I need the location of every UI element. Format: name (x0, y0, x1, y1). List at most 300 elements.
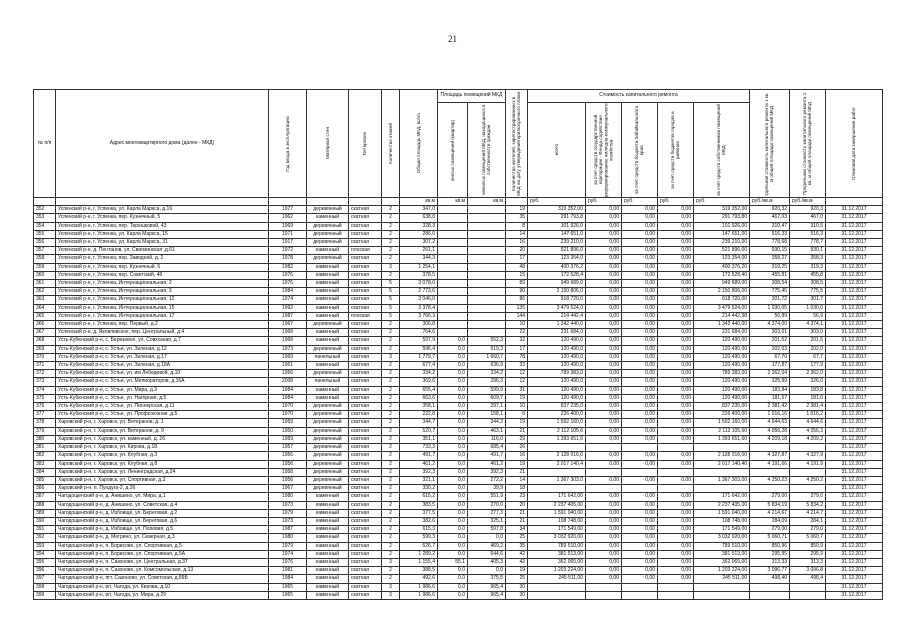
cell-roof-type: скатная (349, 214, 382, 222)
cell-address: Чагодощенский р-н, д. Избоище, ул. Береговая, д.6 (56, 517, 269, 525)
cell-total-cost: 1 342 440,0 (528, 321, 586, 329)
cell-residential-area (438, 255, 468, 263)
cell-limit-cost: 326,0 (790, 378, 826, 386)
cell-year-built: 1979 (269, 509, 307, 517)
cell-roof-type: скатная (349, 337, 382, 345)
cell-limit-cost: 202,0 (790, 345, 826, 353)
cell-roof-type: скатная (349, 501, 382, 509)
cell-owned-area: 334,2 (468, 370, 506, 378)
cell-floors: 2 (382, 501, 400, 509)
table-row (34, 337, 883, 345)
cell-total-cost: 108 748,00 (528, 517, 586, 525)
cell-local-cost: 0,00 (658, 353, 694, 361)
cell-floors: 2 (382, 485, 400, 493)
cell-regional-cost: 0,00 (622, 230, 658, 238)
header-cost-group: Стоимость капитального ремонта (528, 90, 750, 103)
cell-limit-cost (790, 591, 826, 599)
cell-address: Харовский р-н, г. Харовск, ул. Ветеранов, д. 9 (56, 427, 269, 435)
cell-limit-cost: 4 191,9 (790, 460, 826, 468)
cell-total-area: 330,2 (400, 485, 438, 493)
cell-roof-type: скатная (349, 304, 382, 312)
table-row (34, 214, 883, 222)
cell-year-built: 1959 (269, 419, 307, 427)
cell-specific-cost (750, 591, 790, 599)
cell-local-cost: 0,00 (658, 337, 694, 345)
cell-residents: 30 (506, 591, 528, 599)
cell-residents: 10 (506, 403, 528, 411)
cell-year-built: 1959 (269, 435, 307, 443)
cell-total-cost: 123 354,0 (528, 255, 586, 263)
cell-regional-cost: 0,00 (622, 214, 658, 222)
cell-owned-area: 0,0 (468, 534, 506, 542)
cell-local-cost: 0,00 (658, 222, 694, 230)
cell-specific-cost: 4 214,67 (750, 509, 790, 517)
cell-floors: 3 (382, 353, 400, 361)
cell-roof-type: скатная (349, 435, 382, 443)
cell-owned-area: 599,9 (468, 386, 506, 394)
cell-regional-cost: 0,00 (622, 403, 658, 411)
cell-residential-area: 0,0 (438, 534, 468, 542)
cell-total-cost: 2 128 016,0 (528, 452, 586, 460)
table-row (34, 435, 883, 443)
cell-completion-date: 31.12.2017 (826, 386, 883, 394)
cell-address: Успенский р-н, г. Успенка, пер. Кузнечный, 5 (56, 214, 269, 222)
cell-wall-material: деревянный (307, 452, 349, 460)
cell-fund-cost: 0,00 (586, 501, 622, 509)
cell-regional-cost: 0,00 (622, 386, 658, 394)
cell-year-built: 1982 (269, 263, 307, 271)
cell-completion-date: 31.12.2017 (826, 222, 883, 230)
cell-year-built: 1965 (269, 591, 307, 599)
cell-specific-cost: 778,68 (750, 239, 790, 247)
cell-roof-type: скатная (349, 558, 382, 566)
cell-roof-type: скатная (349, 255, 382, 263)
cell-floors: 3 (382, 558, 400, 566)
cell-completion-date: 31.12.2017 (826, 411, 883, 419)
cell-year-built: 1974 (269, 550, 307, 558)
cell-owners-cost: 108 748,00 (694, 517, 750, 525)
cell-residential-area: 55,1 (438, 558, 468, 566)
cell-fund-cost: 0,00 (586, 222, 622, 230)
cell-owners-cost: 3 479 524,00 (694, 304, 750, 312)
cell-residents: 14 (506, 476, 528, 484)
cell-total-area: 733,3 (400, 444, 438, 452)
cell-local-cost: 0,00 (658, 263, 694, 271)
cell-limit-cost: 284,1 (790, 517, 826, 525)
cell-limit-cost: 301,7 (790, 296, 826, 304)
cell-year-built: 1978 (269, 255, 307, 263)
cell-address: Усть-Кубенский р-н, с. Березовое, ул. Совхозная, д.7 (56, 337, 269, 345)
cell-row-number: 357 (34, 247, 56, 255)
cell-residential-area: 0,0 (438, 485, 468, 493)
header-wall-material: Материал стен (307, 90, 349, 198)
cell-wall-material: каменный (307, 312, 349, 320)
cell-roof-type: скатная (349, 222, 382, 230)
cell-limit-cost: 455,8 (790, 271, 826, 279)
header-registered: Количество жителей, зарегистрированных в МКД на дату утверждения краткосрочного плана (506, 90, 528, 198)
cell-owned-area (468, 239, 506, 247)
cell-total-area: 1 779,7 (400, 353, 438, 361)
cell-wall-material: каменный (307, 526, 349, 534)
cell-fund-cost: 0,00 (586, 517, 622, 525)
cell-residential-area (438, 321, 468, 329)
cell-owned-area: 552,3 (468, 337, 506, 345)
cell-year-built: 1973 (269, 517, 307, 525)
cell-residents: 32 (506, 337, 528, 345)
cell-fund-cost: 0,00 (586, 403, 622, 411)
cell-local-cost: 0,00 (658, 476, 694, 484)
cell-completion-date: 31.12.2017 (826, 280, 883, 288)
cell-row-number: 371 (34, 362, 56, 370)
cell-limit-cost: 358,3 (790, 255, 826, 263)
cell-owned-area: 272,2 (468, 476, 506, 484)
cell-specific-cost: 56,89 (750, 312, 790, 320)
cell-residents: 35 (506, 214, 528, 222)
cell-year-built: 1972 (269, 247, 307, 255)
cell-wall-material: деревянный (307, 411, 349, 419)
table-row (34, 362, 883, 370)
cell-owners-cost: 101 926,00 (694, 222, 750, 230)
cell-year-built: 1984 (269, 386, 307, 394)
cell-specific-cost: 183,84 (750, 386, 790, 394)
cell-roof-type: скатная (349, 526, 382, 534)
cell-roof-type: скатная (349, 271, 382, 279)
cell-row-number: 390 (34, 517, 56, 525)
cell-completion-date: 31.12.2017 (826, 263, 883, 271)
cell-roof-type: скатная (349, 263, 382, 271)
cell-year-built: 1974 (269, 296, 307, 304)
cell-completion-date: 31.12.2017 (826, 493, 883, 501)
cell-year-built: 1968 (269, 329, 307, 337)
cell-total-area: 307,2 (400, 239, 438, 247)
cell-wall-material: деревянный (307, 370, 349, 378)
cell-fund-cost: 0,00 (586, 370, 622, 378)
cell-owners-cost: 362 065,00 (694, 558, 750, 566)
cell-floors: 2 (382, 575, 400, 583)
cell-limit-cost: 303,0 (790, 329, 826, 337)
cell-owned-area (468, 255, 506, 263)
cell-owned-area (468, 288, 506, 296)
table-row (34, 468, 883, 476)
cell-address: Успенский р-н, г. Успенка, пер. Заводной, д. 2 (56, 255, 269, 263)
cell-specific-cost: 5 060,71 (750, 534, 790, 542)
cell-floors: 2 (382, 411, 400, 419)
cell-year-built: 1958 (269, 468, 307, 476)
cell-residents: 18 (506, 485, 528, 493)
cell-fund-cost: 0,00 (586, 230, 622, 238)
cell-year-built: 1976 (269, 558, 307, 566)
cell-owners-cost (694, 485, 750, 493)
cell-year-built: 1970 (269, 411, 307, 419)
cell-owned-area (468, 206, 506, 214)
cell-specific-cost: 4 644,63 (750, 419, 790, 427)
cell-local-cost: 0,00 (658, 542, 694, 550)
cell-row-number: 396 (34, 567, 56, 575)
cell-wall-material: каменный (307, 304, 349, 312)
cell-local-cost: 0,00 (658, 558, 694, 566)
cell-total-area: 286,0 (400, 230, 438, 238)
cell-owners-cost: 1 342 440,00 (694, 321, 750, 329)
table-row (34, 427, 883, 435)
cell-owners-cost: 1 203 224,00 (694, 567, 750, 575)
cell-year-built: 2008 (269, 378, 307, 386)
cell-residents: 16 (506, 452, 528, 460)
cell-row-number: 397 (34, 575, 56, 583)
cell-residential-area: 0,0 (438, 427, 468, 435)
cell-row-number: 377 (34, 411, 56, 419)
cell-total-area: 382,6 (400, 517, 438, 525)
cell-floors: 2 (382, 509, 400, 517)
cell-residential-area (438, 222, 468, 230)
cell-regional-cost: 0,00 (622, 362, 658, 370)
cell-row-number: 385 (34, 476, 56, 484)
cell-owned-area: 39,9 (468, 485, 506, 493)
cell-regional-cost (622, 485, 658, 493)
cell-fund-cost: 0,00 (586, 394, 622, 402)
table-row (34, 386, 883, 394)
cell-local-cost: 0,00 (658, 534, 694, 542)
cell-row-number: 372 (34, 370, 56, 378)
cell-limit-cost: 498,4 (790, 575, 826, 583)
table-row (34, 575, 883, 583)
cell-owned-area (468, 329, 506, 337)
cell-address: Чагодощенский р-н, д. Мегрино, ул. Северная, д.3 (56, 534, 269, 542)
cell-owners-cost: 120 490,00 (694, 378, 750, 386)
cell-regional-cost: 0,00 (622, 394, 658, 402)
cell-roof-type: скатная (349, 583, 382, 591)
cell-residents: 12 (506, 378, 528, 386)
cell-roof-type: скатная (349, 550, 382, 558)
cell-residents: 21 (506, 468, 528, 476)
cell-total-cost: 1 393 651,6 (528, 435, 586, 443)
cell-owned-area: 519,3 (468, 345, 506, 353)
cell-specific-cost: 2 381,42 (750, 403, 790, 411)
cell-total-area: 351,1 (400, 435, 438, 443)
cell-address: Успенский р-н, г. Успенка, пер. Терешковой, 43 (56, 222, 269, 230)
cell-fund-cost: 0,00 (586, 271, 622, 279)
cell-residents: 23 (506, 493, 528, 501)
cell-roof-type: скатная (349, 403, 382, 411)
cell-floors: 2 (382, 534, 400, 542)
cell-owners-cost (694, 468, 750, 476)
cell-owned-area: 392,3 (468, 468, 506, 476)
cell-address: Усть-Кубенский р-н, с. Устье, ул. Зеленая, д.17 (56, 353, 269, 361)
cell-owners-cost: 381 513,00 (694, 550, 750, 558)
cell-specific-cost: 4 209,18 (750, 435, 790, 443)
cell-address: Успенский р-н, д. Пентанов, ул. Свиязинская ,д.61 (56, 247, 269, 255)
table-row (34, 321, 883, 329)
cell-address: Усть-Кубенский р-н, с. Устье, ул. Зеленая, д.18А (56, 362, 269, 370)
cell-local-cost: 0,00 (658, 493, 694, 501)
cell-local-cost: 0,00 (658, 460, 694, 468)
cell-local-cost: 0,00 (658, 509, 694, 517)
cell-residential-area: 0,0 (438, 517, 468, 525)
cell-regional-cost: 0,00 (622, 370, 658, 378)
cell-total-area: 358,1 (400, 403, 438, 411)
cell-floors: 2 (382, 427, 400, 435)
cell-floors: 2 (382, 222, 400, 230)
cell-limit-cost: 181,6 (790, 394, 826, 402)
table-row (34, 206, 883, 214)
cell-completion-date: 31.12.2017 (826, 312, 883, 320)
cell-owners-cost: 949 689,00 (694, 280, 750, 288)
cell-limit-cost: 467,0 (790, 214, 826, 222)
table-row (34, 526, 883, 534)
cell-completion-date: 31.12.2017 (826, 329, 883, 337)
cell-limit-cost: 177,9 (790, 362, 826, 370)
cell-completion-date: 31.12.2017 (826, 403, 883, 411)
cell-year-built: 1987 (269, 526, 307, 534)
cell-roof-type: скатная (349, 288, 382, 296)
cell-owned-area (468, 304, 506, 312)
cell-owners-cost: 214 442,38 (694, 312, 750, 320)
cell-floors: 2 (382, 321, 400, 329)
cell-completion-date: 31.12.2017 (826, 206, 883, 214)
cell-year-built: 1992 (269, 304, 307, 312)
cell-fund-cost: 0,00 (586, 550, 622, 558)
cell-total-cost: 120 490,0 (528, 378, 586, 386)
cell-total-cost: 1 203 224,00 (528, 567, 586, 575)
cell-floors: 2 (382, 345, 400, 353)
cell-specific-cost: 181,57 (750, 394, 790, 402)
cell-limit-cost (790, 444, 826, 452)
cell-wall-material: деревянный (307, 460, 349, 468)
cell-specific-cost: 930,15 (750, 247, 790, 255)
cell-year-built: 1971 (269, 230, 307, 238)
cell-wall-material: деревянный (307, 230, 349, 238)
cell-wall-material: панельный (307, 353, 349, 361)
cell-residents: 48 (506, 263, 528, 271)
cell-total-area: 663,6 (400, 394, 438, 402)
cell-residents: 21 (506, 517, 528, 525)
cell-local-cost: 0,00 (658, 288, 694, 296)
cell-year-built: 1979 (269, 542, 307, 550)
cell-residents: 19 (506, 419, 528, 427)
cell-total-cost: 120 490,0 (528, 394, 586, 402)
cell-specific-cost: 498,40 (750, 575, 790, 583)
cell-specific-cost: 358,27 (750, 255, 790, 263)
cell-row-number: 374 (34, 386, 56, 394)
cell-local-cost: 0,00 (658, 427, 694, 435)
cell-address: Усть-Кубенский р-н, с. Устье, ул. Пионерская, д.11 (56, 403, 269, 411)
cell-regional-cost: 0,00 (622, 476, 658, 484)
cell-row-number: 352 (34, 206, 56, 214)
cell-row-number: 361 (34, 280, 56, 288)
cell-row-number: 370 (34, 353, 56, 361)
cell-completion-date: 31.12.2017 (826, 509, 883, 517)
cell-limit-cost: 310,5 (790, 222, 826, 230)
cell-regional-cost: 0,00 (622, 247, 658, 255)
cell-specific-cost (750, 468, 790, 476)
cell-total-cost (528, 485, 586, 493)
cell-limit-cost: 67,7 (790, 353, 826, 361)
cell-address: Успенский р-н, д. Яковлевское, пер. Центральный, д.4 (56, 329, 269, 337)
cell-owners-cost: 120 490,00 (694, 345, 750, 353)
table-row (34, 353, 883, 361)
cell-address: Усть-Кубенский р-н, с. Устье, ул. Мира, д.3 (56, 386, 269, 394)
cell-residents: 17 (506, 255, 528, 263)
cell-local-cost: 0,00 (658, 435, 694, 443)
cell-completion-date: 31.12.2017 (826, 558, 883, 566)
cell-fund-cost: 0,00 (586, 239, 622, 247)
cell-floors: 3 (382, 591, 400, 599)
cell-roof-type: скатная (349, 452, 382, 460)
cell-total-cost: 101 926,0 (528, 222, 586, 230)
cell-residential-area: 0,0 (438, 501, 468, 509)
cell-address: Харовский р-н, г. Харовск, ул. Ветеранов, д. 1 (56, 419, 269, 427)
cell-owned-area: 609,7 (468, 394, 506, 402)
header-specific-cost: Удельная стоимость капитального ремонта 1 кв. м общей площади помещений МКД (750, 90, 790, 198)
cell-local-cost: 0,00 (658, 575, 694, 583)
cell-completion-date: 31.12.2017 (826, 394, 883, 402)
cell-local-cost: 0,00 (658, 378, 694, 386)
cell-local-cost: 0,00 (658, 411, 694, 419)
cell-year-built: 1970 (269, 403, 307, 411)
cell-regional-cost: 0,00 (622, 427, 658, 435)
cell-regional-cost: 0,00 (622, 542, 658, 550)
cell-owners-cost: 837 235,00 (694, 403, 750, 411)
cell-completion-date: 31.12.2017 (826, 460, 883, 468)
cell-completion-date: 31.12.2017 (826, 575, 883, 583)
cell-owned-area: 296,3 (468, 378, 506, 386)
cell-year-built: 1950 (269, 427, 307, 435)
cell-row-number: 389 (34, 509, 56, 517)
cell-specific-cost: 303,01 (750, 329, 790, 337)
cell-year-built: 1957 (269, 444, 307, 452)
cell-owned-area: 644,6 (468, 550, 506, 558)
cell-owned-area (468, 222, 506, 230)
cell-regional-cost (622, 591, 658, 599)
cell-limit-cost: 920,3 (790, 206, 826, 214)
cell-row-number: 383 (34, 460, 56, 468)
cell-regional-cost: 0,00 (622, 493, 658, 501)
cell-row-number: 355 (34, 230, 56, 238)
header-regional: за счет средств бюджета Забайкальского края (622, 103, 658, 198)
cell-year-built: 1962 (269, 214, 307, 222)
cell-fund-cost: 0,00 (586, 575, 622, 583)
cell-residents: 20 (506, 501, 528, 509)
cell-residential-area: 0,0 (438, 526, 468, 534)
cell-roof-type: скатная (349, 591, 382, 599)
cell-completion-date: 31.12.2017 (826, 485, 883, 493)
cell-specific-cost: 4 374,00 (750, 321, 790, 329)
cell-row-number: 399 (34, 591, 56, 599)
cell-completion-date: 31.12.2017 (826, 345, 883, 353)
cell-owned-area: 116,0 (468, 435, 506, 443)
cell-total-area: 615,3 (400, 526, 438, 534)
cell-year-built: 1956 (269, 476, 307, 484)
cell-residential-area: 0,0 (438, 370, 468, 378)
cell-year-built: 1956 (269, 370, 307, 378)
header-deadline: Плановая дата завершения работ (826, 90, 883, 198)
cell-owners-cost: 789 383,00 (694, 370, 750, 378)
cell-residential-area: 0,0 (438, 419, 468, 427)
cell-limit-cost: 201,5 (790, 337, 826, 345)
cell-residential-area (438, 304, 468, 312)
cell-fund-cost: 0,00 (586, 435, 622, 443)
table-row (34, 296, 883, 304)
cell-fund-cost: 0,00 (586, 452, 622, 460)
cell-address: Чагодощенский р-н, рп. Чагода, ул. Мира, д.29 (56, 591, 269, 599)
header-limit-cost: Предельная стоимость капитального ремонта 1 кв. м общей площади помещений МКД (790, 90, 826, 198)
cell-fund-cost: 0,00 (586, 362, 622, 370)
cell-residential-area (438, 329, 468, 337)
cell-row-number: 373 (34, 378, 56, 386)
cell-local-cost: 0,00 (658, 214, 694, 222)
cell-address: Чагодощенский р-н, д. Анишино, ул. Советская, д.4 (56, 501, 269, 509)
cell-address: Харовский р-н, п. Пундуга-2, д.26 (56, 485, 269, 493)
cell-specific-cost: 177,87 (750, 362, 790, 370)
